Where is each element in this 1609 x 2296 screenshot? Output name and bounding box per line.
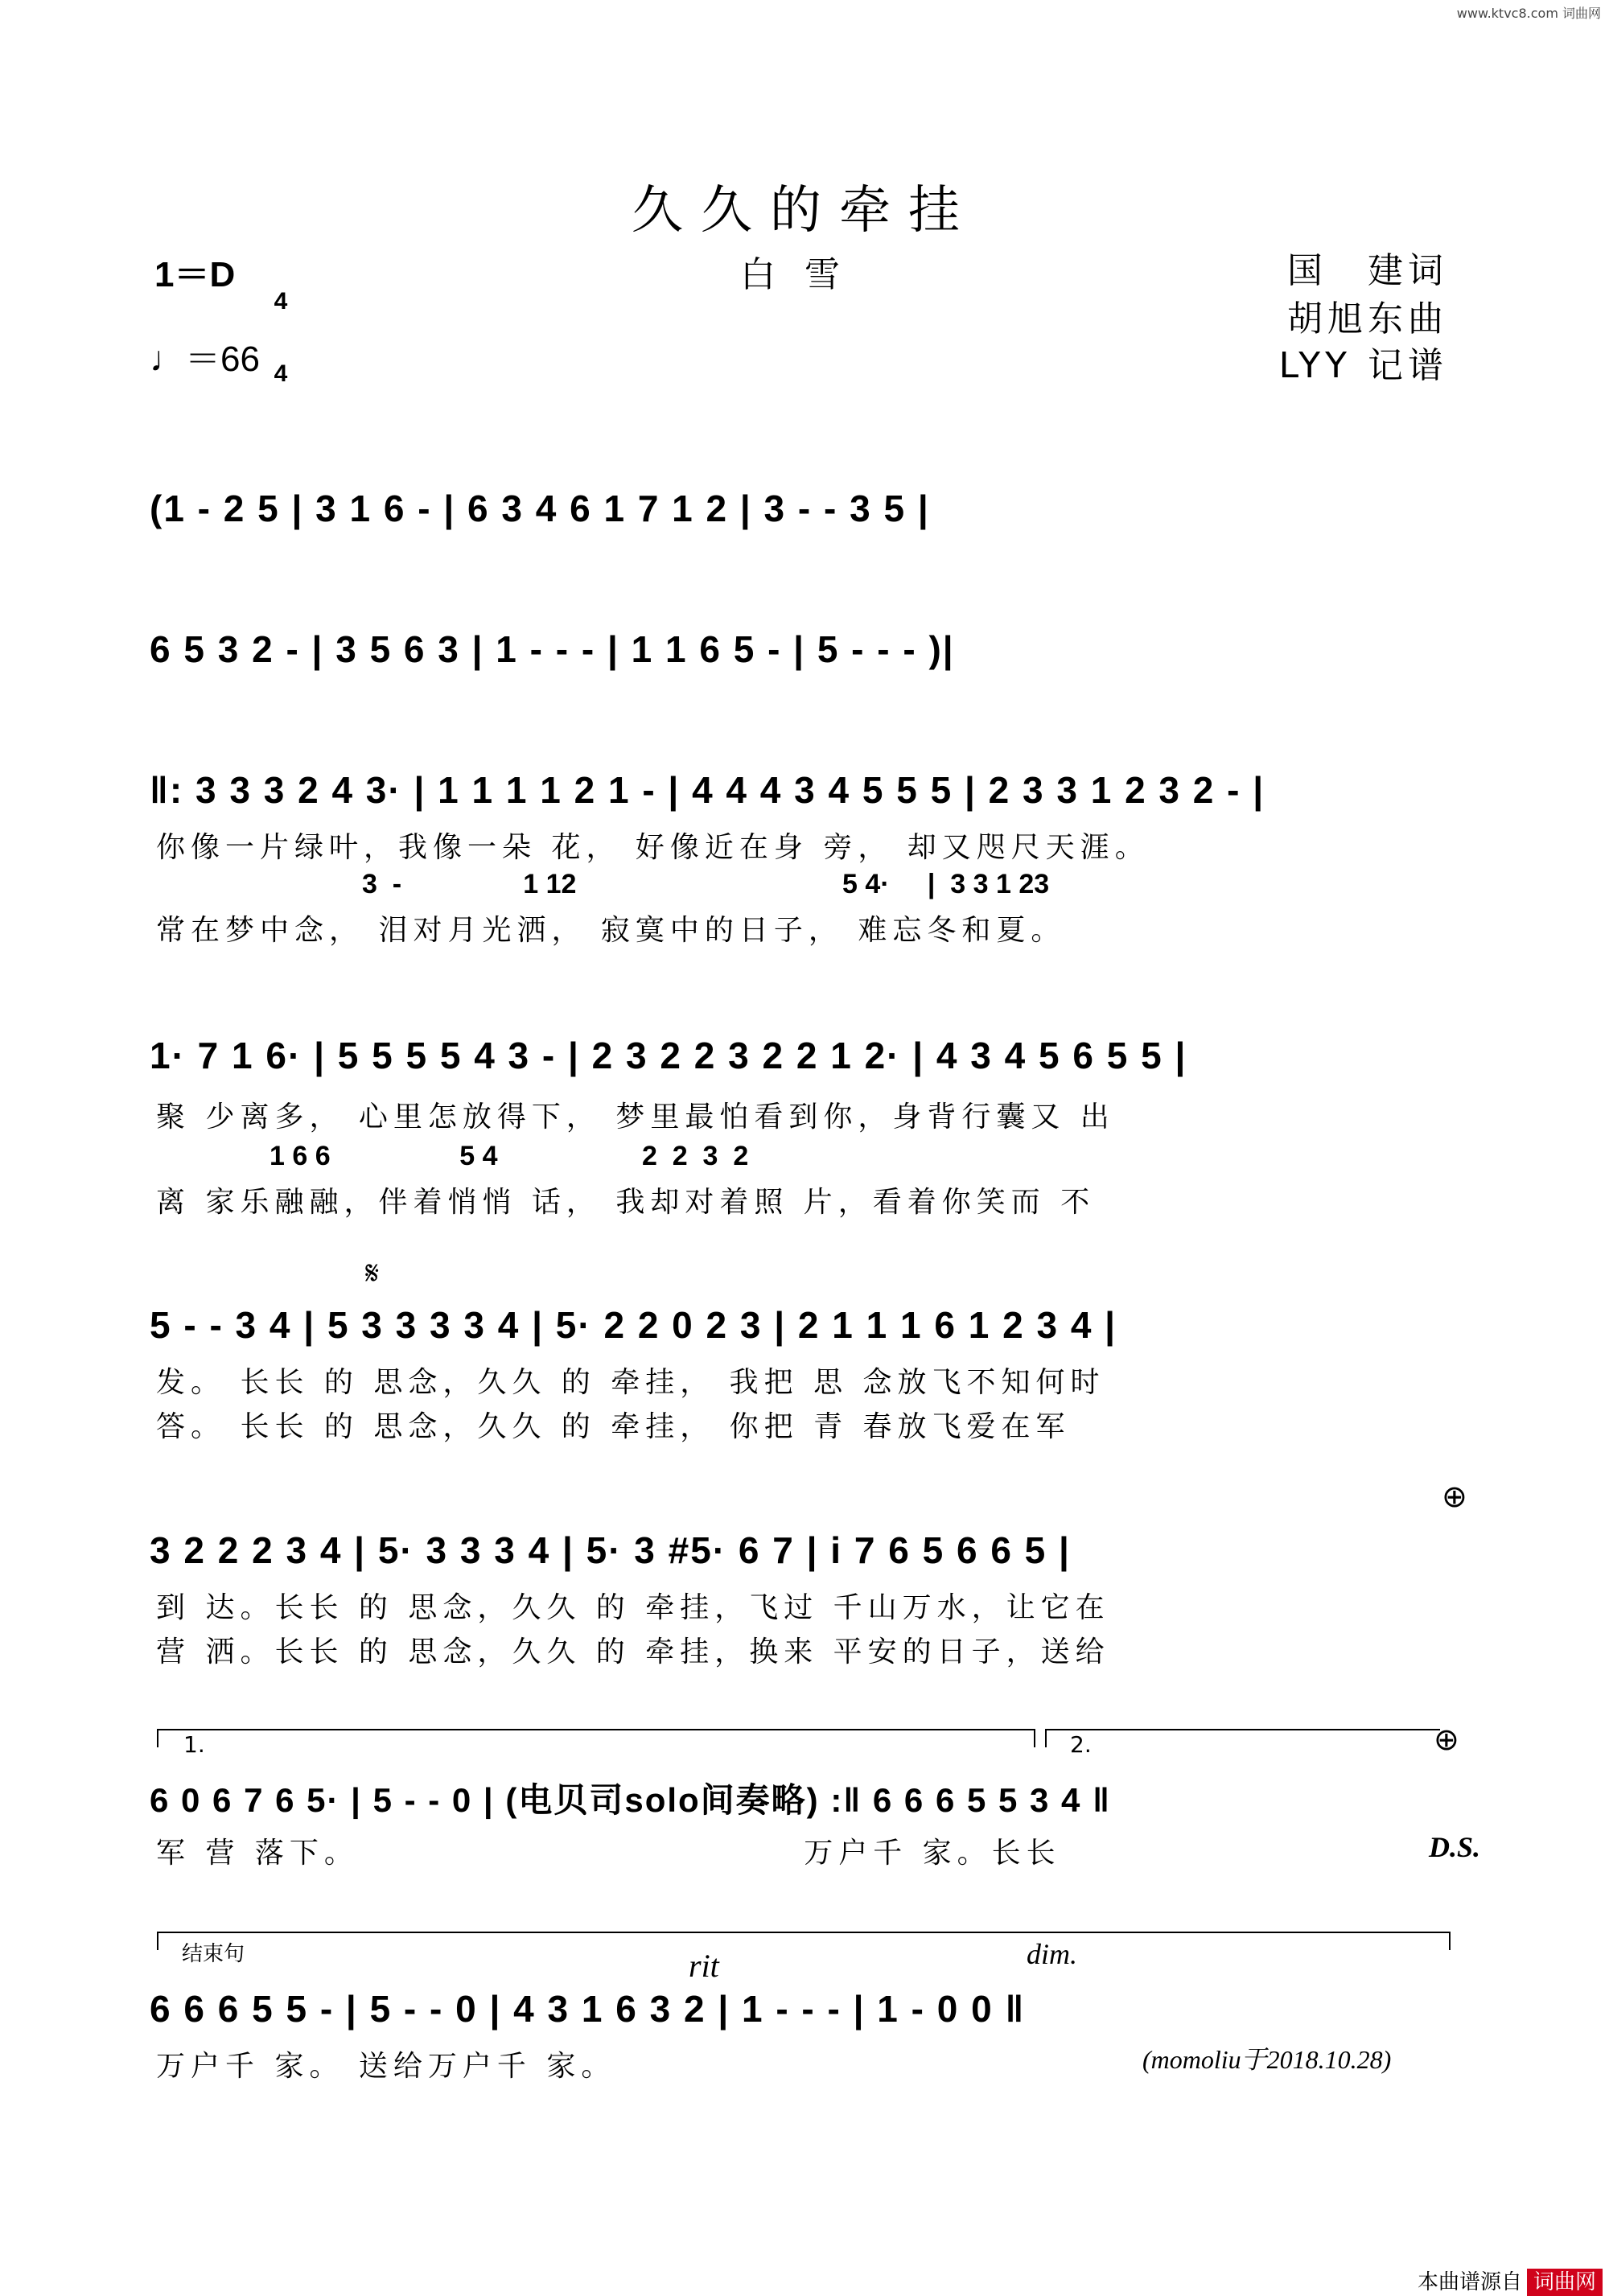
key-signature: 1＝D [154, 255, 236, 294]
lyrics-verse1-line5: 发。 长长 的 思念，久久 的 牵挂， 我把 思 念放飞不知何时 [156, 1366, 1105, 1399]
time-sig-top: 4 [274, 288, 288, 315]
transcriber-signature: (momoliu于2018.10.28) [1142, 2045, 1392, 2074]
dim-mark: dim. [1027, 1938, 1077, 1970]
volta-second-bracket [1046, 1730, 1440, 1747]
lyrics-line7: 军 营 落下。 万户千 家。长长 [156, 1837, 1061, 1870]
singer-name: 白雪 [740, 254, 869, 295]
coda-sign-2: ⊕ [1434, 1722, 1459, 1757]
lyricist-credit: 国 建词 [1287, 250, 1448, 291]
alt-notes-line3: 3 - 1 12 5 4· | 3 3 1 23 [362, 869, 1050, 899]
alt-notes-line4: 1 6 6 5 4 2 2 3 2 [270, 1141, 749, 1171]
lyrics-verse2-line5: 答。 长长 的 思念，久久 的 牵挂， 你把 青 春放飞爱在军 [156, 1410, 1071, 1443]
volta-first-label: 1. [183, 1731, 205, 1758]
lyrics-line8: 万户千 家。 送给万户千 家。 [156, 2050, 616, 2083]
lyrics-verse1-line3: 你像一片绿叶，我像一朵 花， 好像近在身 旁， 却又咫尺天涯。 [156, 831, 1150, 864]
staff-line-7: 6 0 6 7 6 5· | 5 - - 0 | (电贝司solo间奏略) :‖ 6 6 6 5 5 3 4 ‖ [150, 1781, 1111, 1819]
lyrics-verse2-line6: 营 洒。长长 的 思念，久久 的 牵挂，换来 平安的日子，送给 [156, 1636, 1110, 1669]
lyrics-verse2-line3: 常在梦中念， 泪对月光洒， 寂寞中的日子， 难忘冬和夏。 [156, 914, 1066, 947]
ending-bracket [158, 1932, 1450, 1950]
staff-line-8: 6 6 6 5 5 - | 5 - - 0 | 4 3 1 6 3 2 | 1 - - - | 1 - 0 0 ‖ [150, 1988, 1026, 2030]
dal-segno-mark: D.S. [1429, 1831, 1481, 1863]
staff-line-1: (1 - 2 5 | 3 1 6 - | 6 3 4 6 1 7 1 2 | 3 - - 3 5 | [150, 488, 930, 529]
time-sig-bottom: 4 [274, 360, 288, 387]
footer-source-text: 本曲谱源自 [1417, 2270, 1522, 2294]
transcriber-credit: LYY 记谱 [1278, 345, 1448, 386]
staff-line-5: 5 - - 3 4 | 5 3 3 3 3 4 | 5· 2 2 0 2 3 | 2 1 1 1 6 1 2 3 4 | [150, 1304, 1117, 1346]
coda-sign-1: ⊕ [1442, 1479, 1467, 1514]
rit-mark: rit [689, 1948, 719, 1984]
staff-line-2: 6 5 3 2 - | 3 5 6 3 | 1 - - - | 1 1 6 5 - | 5 - - - )| [150, 628, 955, 670]
volta-first-bracket [158, 1730, 1035, 1747]
footer-badge [1404, 2241, 1603, 2295]
lyrics-verse1-line4: 聚 少离多， 心里怎放得下， 梦里最怕看到你，身背行囊又 出 [156, 1101, 1115, 1134]
staff-line-4: 1· 7 1 6· | 5 5 5 5 4 3 - | 2 3 2 2 3 2 2 1 2· | 4 3 4 5 6 5 5 | [150, 1035, 1187, 1076]
volta-second-label: 2. [1070, 1731, 1092, 1758]
song-title: 久久的牵挂 [632, 181, 977, 241]
watermark: www.ktvc8.com 词曲网 [1456, 6, 1601, 21]
tempo-mark: ♩＝66 [150, 339, 260, 379]
composer-credit: 胡旭东曲 [1287, 298, 1448, 339]
staff-line-6: 3 2 2 2 3 4 | 5· 3 3 3 4 | 5· 3 #5· 6 7 | i 7 6 5 6 6 5 | [150, 1529, 1071, 1571]
staff-line-3: ‖: 3 3 3 2 4 3· | 1 1 1 1 2 1 - | 4 4 4 3 4 5 5 5 | 2 3 3 1 2 3 2 - | [150, 769, 1265, 811]
ending-phrase-label: 结束句 [182, 1942, 245, 1966]
segno-sign: 𝄋 [365, 1255, 380, 1292]
lyrics-verse2-line4: 离 家乐融融，伴着悄悄 话， 我却对着照 片，看着你笑而 不 [156, 1186, 1096, 1219]
footer-site-logo: 词曲网 [1527, 2269, 1603, 2296]
lyrics-verse1-line6: 到 达。长长 的 思念，久久 的 牵挂，飞过 千山万水，让它在 [156, 1591, 1110, 1624]
